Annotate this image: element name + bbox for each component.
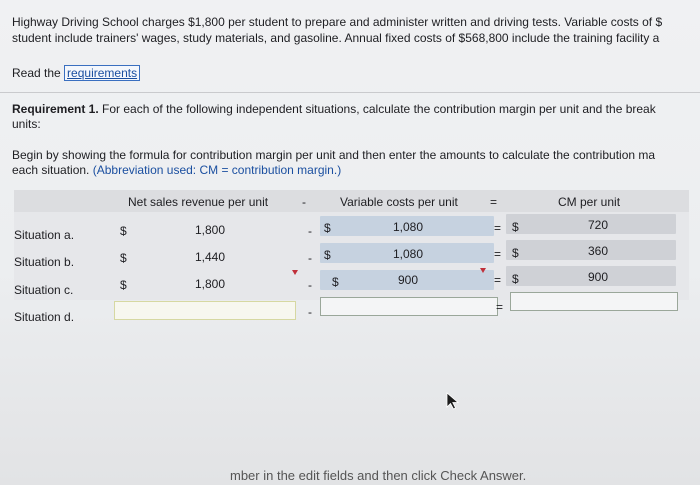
variable-value-a[interactable]: 1,080 <box>393 220 424 234</box>
minus-sign: - <box>308 224 312 238</box>
currency-sign: $ <box>120 278 127 292</box>
intro-line-1: Highway Driving School charges $1,800 per student to prepare and administer written and driving tests. Variable costs of $ <box>12 15 663 29</box>
cm-value-a[interactable]: 720 <box>588 218 609 232</box>
minus-sign: - <box>308 305 312 319</box>
minus-sign: - <box>308 278 312 292</box>
minus-sign: - <box>308 251 312 265</box>
edit-flag-icon <box>292 270 298 275</box>
row-label-situation-a: Situation a. <box>14 228 75 242</box>
currency-sign: $ <box>332 275 339 289</box>
header-cm-per-unit: CM per unit <box>558 195 621 209</box>
revenue-value-c[interactable]: 1,800 <box>195 277 226 291</box>
row-label-situation-b: Situation b. <box>14 255 75 269</box>
row-label-situation-d: Situation d. <box>14 310 75 324</box>
instructions-line-1: Begin by showing the formula for contribution margin per unit and then enter the amounts to calculate the contribution ma <box>12 148 656 162</box>
header-minus: - <box>302 195 306 209</box>
requirement-1 <box>12 102 700 132</box>
requirement-1-label: Requirement 1. <box>12 102 99 116</box>
mouse-cursor-icon <box>446 392 460 410</box>
edit-flag-icon <box>480 268 486 273</box>
abbreviation-note: (Abbreviation used: CM = contribution margin.) <box>92 163 342 177</box>
revenue-input-d[interactable] <box>114 301 296 320</box>
header-equals: = <box>490 195 498 209</box>
header-net-sales-revenue: Net sales revenue per unit <box>128 195 269 209</box>
read-requirements <box>12 66 140 80</box>
currency-sign: $ <box>324 248 331 262</box>
row-label-situation-c: Situation c. <box>14 283 74 297</box>
currency-sign: $ <box>324 221 331 235</box>
revenue-value-a[interactable]: 1,800 <box>195 223 226 237</box>
equals-sign: = <box>496 300 504 314</box>
requirement-1-text: For each of the following independent situations, calculate the contribution margin per unit and the break <box>98 102 656 116</box>
revenue-value-b[interactable]: 1,440 <box>195 250 226 264</box>
variable-value-b[interactable]: 1,080 <box>393 247 424 261</box>
currency-sign: $ <box>120 224 127 238</box>
instructions <box>12 148 700 178</box>
currency-sign: $ <box>512 272 519 286</box>
requirements-link[interactable]: requirements <box>64 65 140 81</box>
variable-input-d[interactable] <box>320 297 498 316</box>
currency-sign: $ <box>120 251 127 265</box>
currency-sign: $ <box>512 220 519 234</box>
read-prefix: Read the <box>12 66 65 80</box>
equals-sign: = <box>494 221 502 235</box>
footer-text: mber in the edit fields and then click Check Answer. <box>230 468 527 483</box>
intro-line-2: student include trainers' wages, study materials, and gasoline. Annual fixed costs of $568,800 include the training facility a <box>12 31 660 45</box>
divider <box>0 92 700 93</box>
cm-value-b[interactable]: 360 <box>588 244 609 258</box>
equals-sign: = <box>494 273 502 287</box>
requirement-1-line-2: units: <box>12 117 41 131</box>
equals-sign: = <box>494 247 502 261</box>
instructions-line-2: each situation. <box>12 163 90 177</box>
header-variable-costs: Variable costs per unit <box>340 195 458 209</box>
cm-value-c[interactable]: 900 <box>588 270 609 284</box>
variable-value-c[interactable]: 900 <box>398 273 419 287</box>
problem-intro <box>12 14 700 46</box>
cm-input-d[interactable] <box>510 292 678 311</box>
currency-sign: $ <box>512 246 519 260</box>
